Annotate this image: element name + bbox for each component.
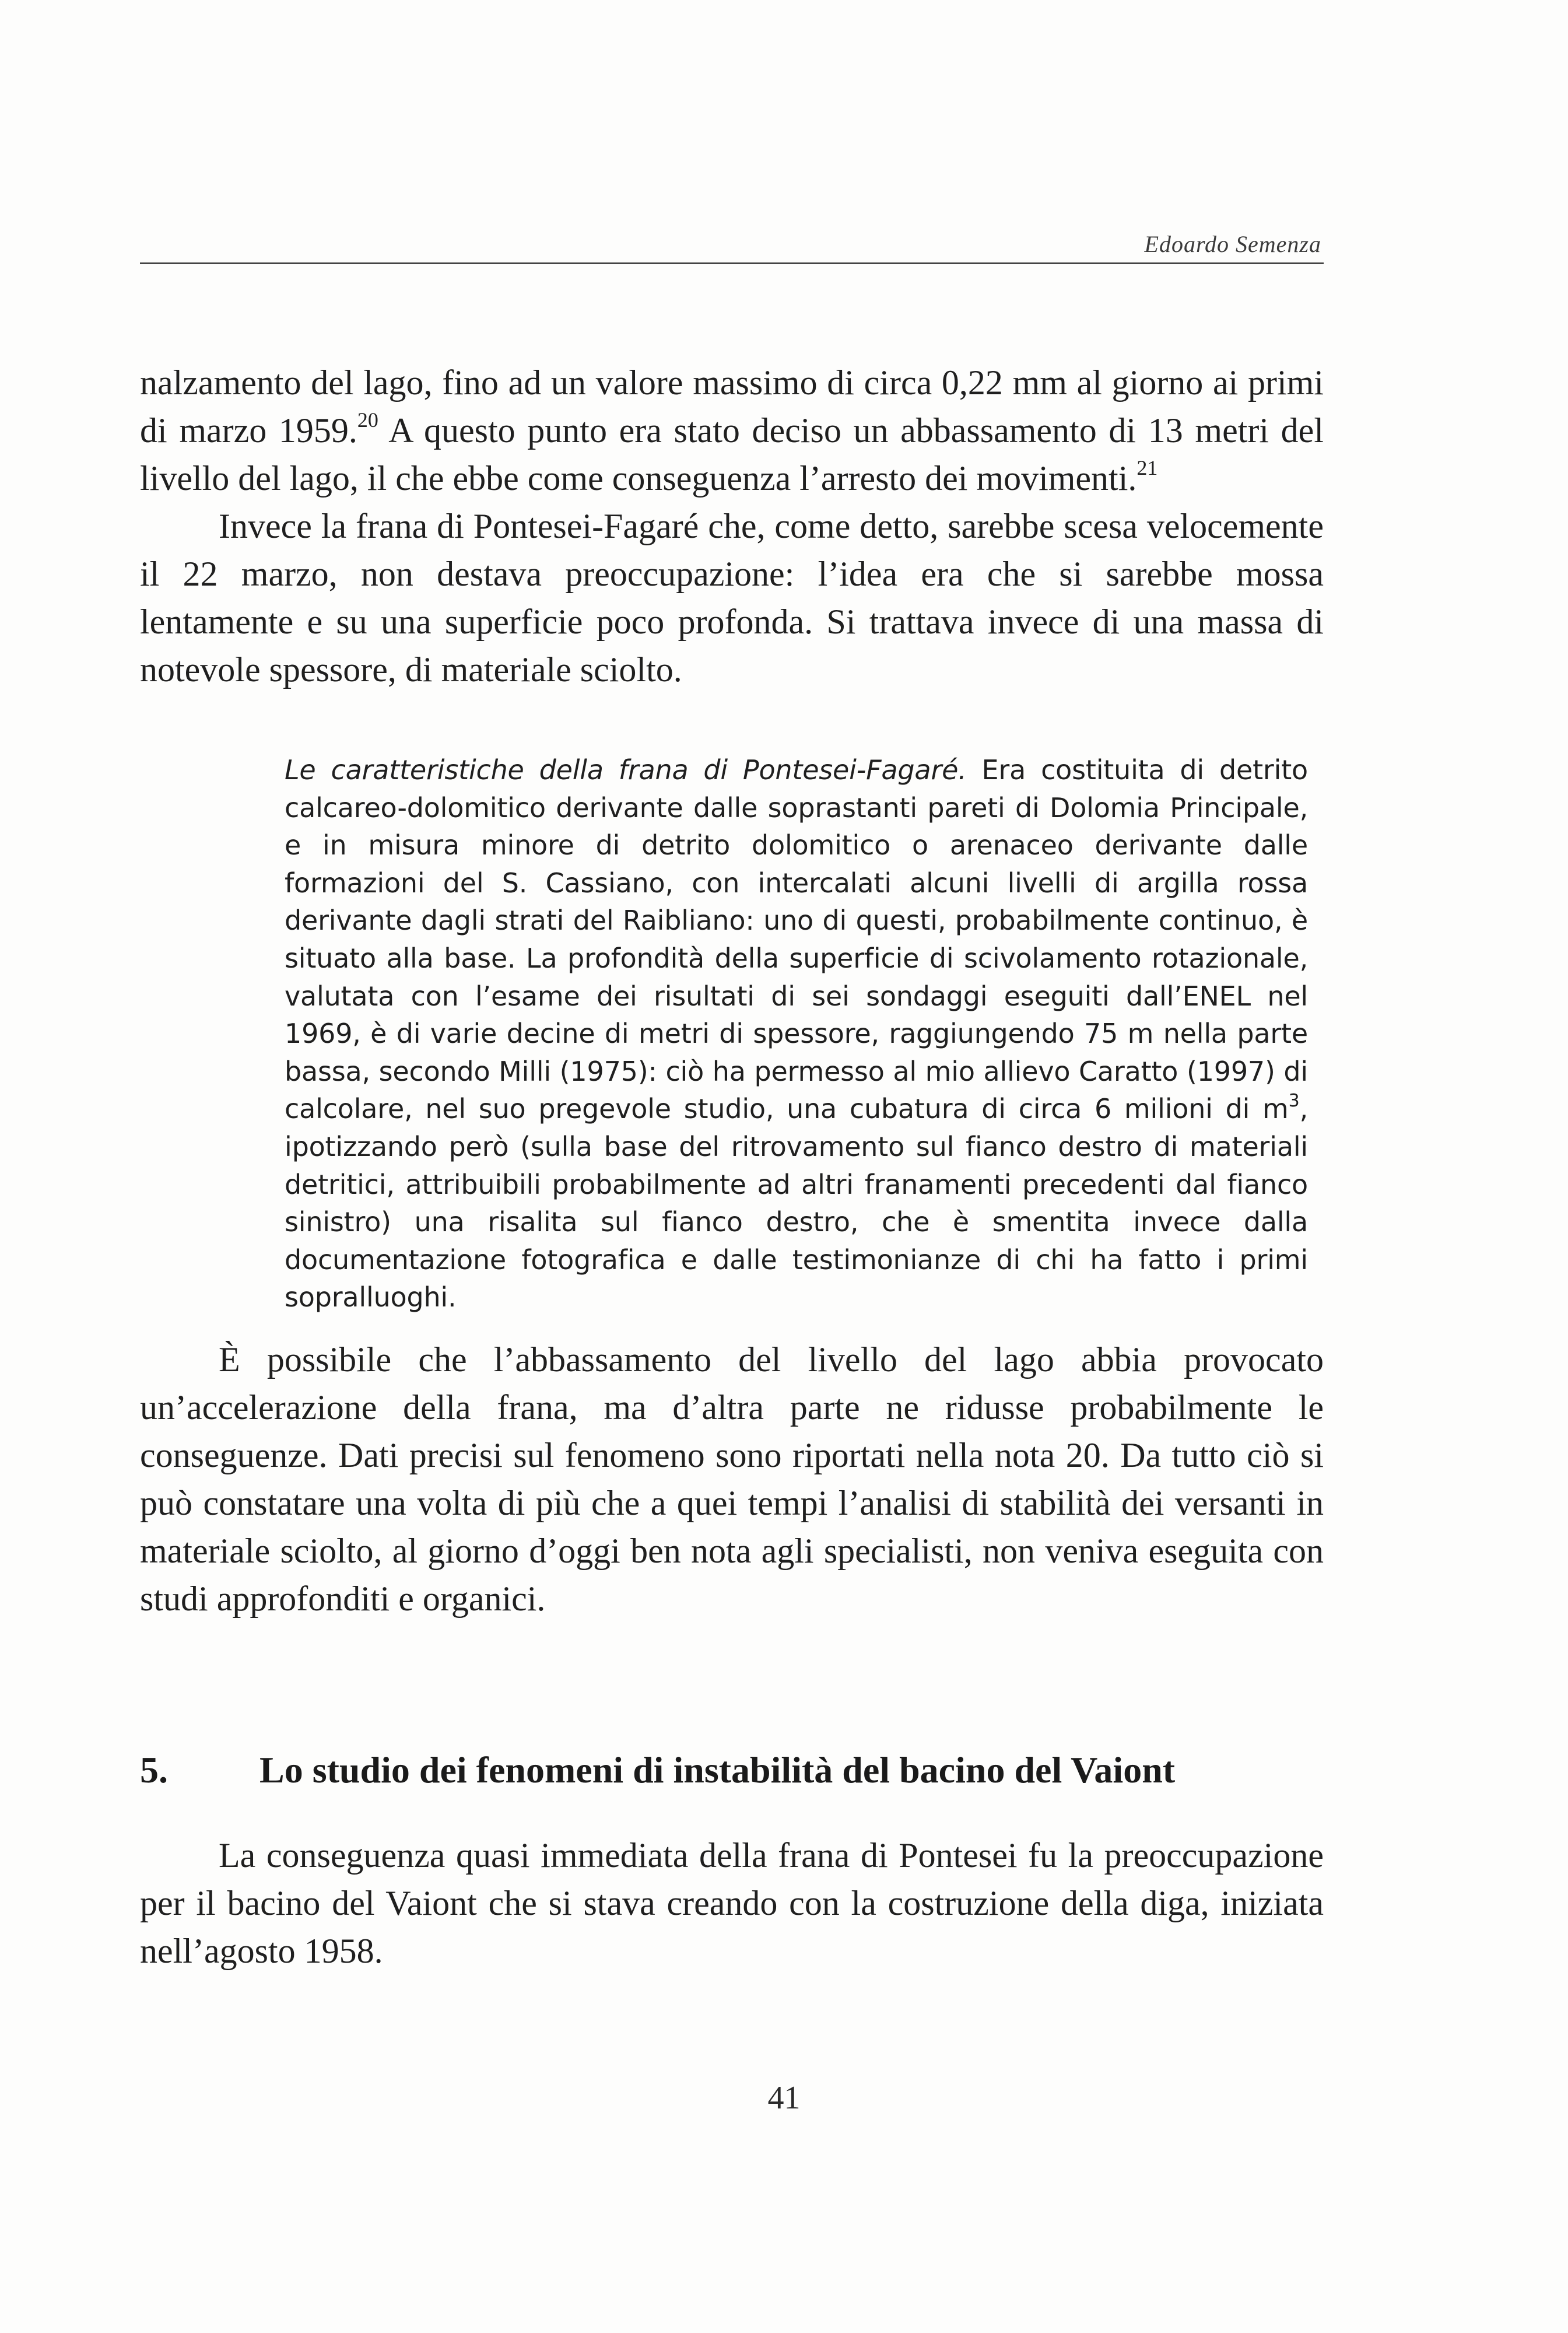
- paragraph-continuation: [140, 359, 1324, 502]
- header-rule: [140, 262, 1324, 264]
- running-head-author: Edoardo Semenza: [1144, 231, 1321, 257]
- body-text-lower: [140, 1831, 1324, 1975]
- inset-note: [285, 751, 1308, 1316]
- paragraph: La conseguenza quasi immediata della frana di Pontesei fu la preoccupazione per il bacino del Vaiont che si stava creando con la costruzione della diga, iniziata nell’agosto 1958.: [140, 1836, 1324, 1970]
- paragraph: È possibile che l’abbassamento del livello del lago abbia provocato un’accelerazione della frana, ma d’altra parte ne ridusse probabilmente le conseguenze. Dati precisi sul fenomeno sono riportati nella nota 20. Da tutto ciò si può constatare una volta di più che a quei tempi l’analisi di stabilità dei versanti in materiale sciolto, al giorno d’oggi ben nota agli specialisti, non veniva eseguita con studi approfonditi e organici.: [140, 1340, 1324, 1618]
- inset-lead-title: Le caratteristiche della frana di Pontesei-Fagaré.: [285, 754, 967, 786]
- footnote-ref: 20: [357, 408, 378, 432]
- section-number: 5.: [140, 1749, 168, 1791]
- footnote-ref: 21: [1136, 456, 1158, 479]
- body-text-middle: [140, 1336, 1324, 1623]
- inset-text: , ipotizzando però (sulla base del ritrovamento sul fianco destro di materiali detritici, attribuibili probabilmente ad altri franamenti precedenti dal fianco sinistro) una risalita sul fianco destro, che è smentita invece dalla documentazione fotografica e dalle testimonianze di chi ha fatto i primi sopralluoghi.: [285, 1093, 1308, 1313]
- body-text-upper: [140, 359, 1324, 693]
- superscript-exponent: 3: [1288, 1091, 1300, 1112]
- page-number: 41: [767, 2080, 801, 2116]
- paragraph: Invece la frana di Pontesei-Fagaré che, come detto, sarebbe scesa velocemente il 22 marzo, non destava preoccupazione: l’idea era che si sarebbe mossa lentamente e su una superficie poco profonda. Si trattava invece di una massa di notevole spessore, di materiale sciolto.: [140, 507, 1324, 689]
- paragraph-text: A questo punto era stato deciso un abbassamento di 13 metri del livello del lago, il che ebbe come conseguenza l’arresto dei movimenti.: [140, 411, 1324, 498]
- inset-text: Era costituita di detrito calcareo-dolomitico derivante dalle soprastanti pareti di Dolomia Principale, e in misura minore di detrito dolomitico o arenaceo derivante dalle formazioni del S. Cassiano, con intercalati alcuni livelli di argilla rossa derivante dagli strati del Raibliano: uno di questi, probabilmente continuo, è situato alla base. La profondità della superficie di scivolamento rotazionale, valutata con l’esame dei risultati di sei sondaggi eseguiti dall’ENEL nel 1969, è di varie decine di metri di spessore, raggiungendo 75 m nella parte bassa, secondo Milli (1975): ciò ha permesso al mio allievo Caratto (1997) di calcolare, nel suo pregevole studio, una cubatura di circa 6 milioni di m: [285, 754, 1308, 1125]
- section-title: Lo studio dei fenomeni di instabilità del bacino del Vaiont: [259, 1749, 1176, 1791]
- section-heading: [140, 1744, 1324, 1796]
- paragraph-text: nalzamento del lago, fino ad un valore massimo di circa 0,22 mm al giorno ai primi di marzo 1959.: [140, 363, 1324, 450]
